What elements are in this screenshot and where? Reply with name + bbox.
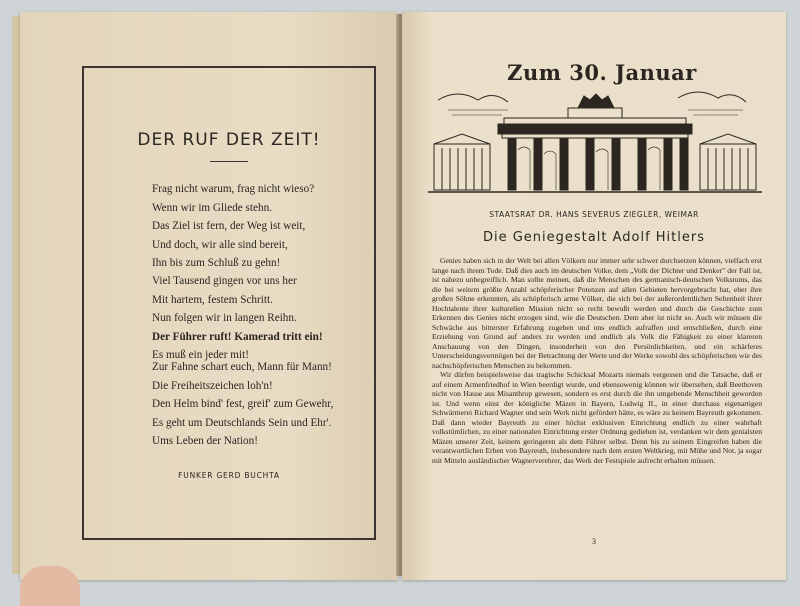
poem-line: Frag nicht warum, frag nicht wieso? [152,183,315,195]
poem-line: Viel Tausend gingen vor uns her [152,275,297,287]
poem-line: Die Freiheitszeichen loh'n! [152,379,273,392]
poem-author: FUNKER GERD BUCHTA [178,471,280,480]
thumb [20,566,80,606]
poem-line: Und doch, wir alle sind bereit, [152,238,288,251]
poem-line: Zur Fahne schart euch, Mann für Mann! [152,361,332,373]
title-rule [210,161,248,162]
poem-line: Es muß ein jeder mit! [152,349,249,361]
page-number: 3 [592,537,596,546]
stanza-1 [152,180,314,273]
poem-line: Es geht um Deutschlands Sein und Ehr'. [152,416,332,429]
article-paragraph: Wir dürfen beispielsweise das tragische Schicksal Mozarts niemals vergessen und die Tatsache, daß er auf einem Armenfriedhof in Wien beerdigt wurde, und ebensowenig können wir übersehen, daß Beethoven nicht von Hause aus Misanthrop gewesen, sondern es erst durch die ihn umgebende Menschheit geworden ist. Und wenn einst der königliche Mäzen in Bayern, Ludwig II., in einer durchaus eigenartigen Schwärmerei Richard Wagner und sein Werk nicht gefördert hätte, es wäre zu keinem Bayreuth gekommen. Daß dann wieder Bayreuth zu einer höchst exklusiven Einrichtung endlich zu einer wahrhaft volkstümlichen, zu einer nationalen Einrichtung erster Ordnung gediehen ist, verdanken wir dem genialsten Mäzen unserer Zeit, keinem geringeren als dem Führer selbst. Denn bis zu seinem Eingreifen haben die verantwortlichen Erben von Bayreuth, insbesondere nach dem ersten Weltkrieg, mit Mühe und Not, ja sogar mit Mitteln ausländischer Wagnerverehrer, das Werk der Festspiele aufrecht erhalten müssen. [432,370,762,465]
poem-line: Wenn wir im Gliede stehn. [152,201,272,214]
article-headline: Zum 30. Januar [507,60,697,85]
article-byline: STAATSRAT DR. HANS SEVERUS ZIEGLER, WEIMAR [489,210,699,219]
poem-line: Nun folgen wir in langen Reihn. [152,312,297,324]
article-paragraph: Genies haben sich in der Welt bei allen Völkern nur immer sehr schwer durchsetzen können, vielfach erst lange nach ihrem Tode. Daß dies auch im deutschen Volke, dem „Volk der Dichter und Denker" der Fall ist, ist nahezu unbegreiflich. Man sollte meinen, daß die Menschen des germanisch-deutschen Volkstums, das die bei weitem größte Anzahl schöpferischer Potenzen auf allen Gebieten hervorgebracht hat, eher ihre großen Söhne erkennten, als schöpferisch arme Völker, die sich bei der außerordentlichen Seltenheit ihrer Hochtalente ihrer kulturellen Mission nicht so recht bewußt werden und durch die Geschichte zum Erkennen des Genies nicht erzogen sind, wie die Deutschen. Dem aber ist nicht so. Auch wir müssen die Schwäche aus bitterster Erfahrung zugeben und uns endlich aufraffen und entschließen, durch eine Erziehung von Grund auf anders zu werden und endlich als Volk die Fähigkeit zu einer klareren Anschauung von den Dingen, insonderheit von den Persönlichkeiten, und ein schärferes Unterscheidungsvermögen bei der Betrachtung der Werte und der Werke sowohl des schöpferischen wie des nachschöpferischen Menschen zu bekommen. [432,256,762,370]
poem-line: Den Helm bind' fest, greif' zum Gewehr, [152,398,334,410]
stanza-2 [152,272,323,365]
open-booklet [12,8,788,586]
stanza-3 [152,358,333,451]
poem-frame [82,66,376,540]
poem-line: Mit hartem, festem Schritt. [152,293,273,306]
poem-line: Ums Leben der Nation! [152,435,258,447]
article-title: Die Geniegestalt Adolf Hitlers [482,230,705,245]
poem-title: DER RUF DER ZEIT! [137,130,321,150]
article-body [432,256,762,465]
poem-line: Das Ziel ist fern, der Weg ist weit, [152,220,306,232]
poem-line: Der Führer ruft! Kamerad tritt ein! [152,330,323,343]
brandenburg-gate-illustration [428,80,762,200]
left-page [20,12,398,580]
right-page [402,12,786,580]
poem-line: Ihn bis zum Schluß zu gehn! [152,257,281,269]
